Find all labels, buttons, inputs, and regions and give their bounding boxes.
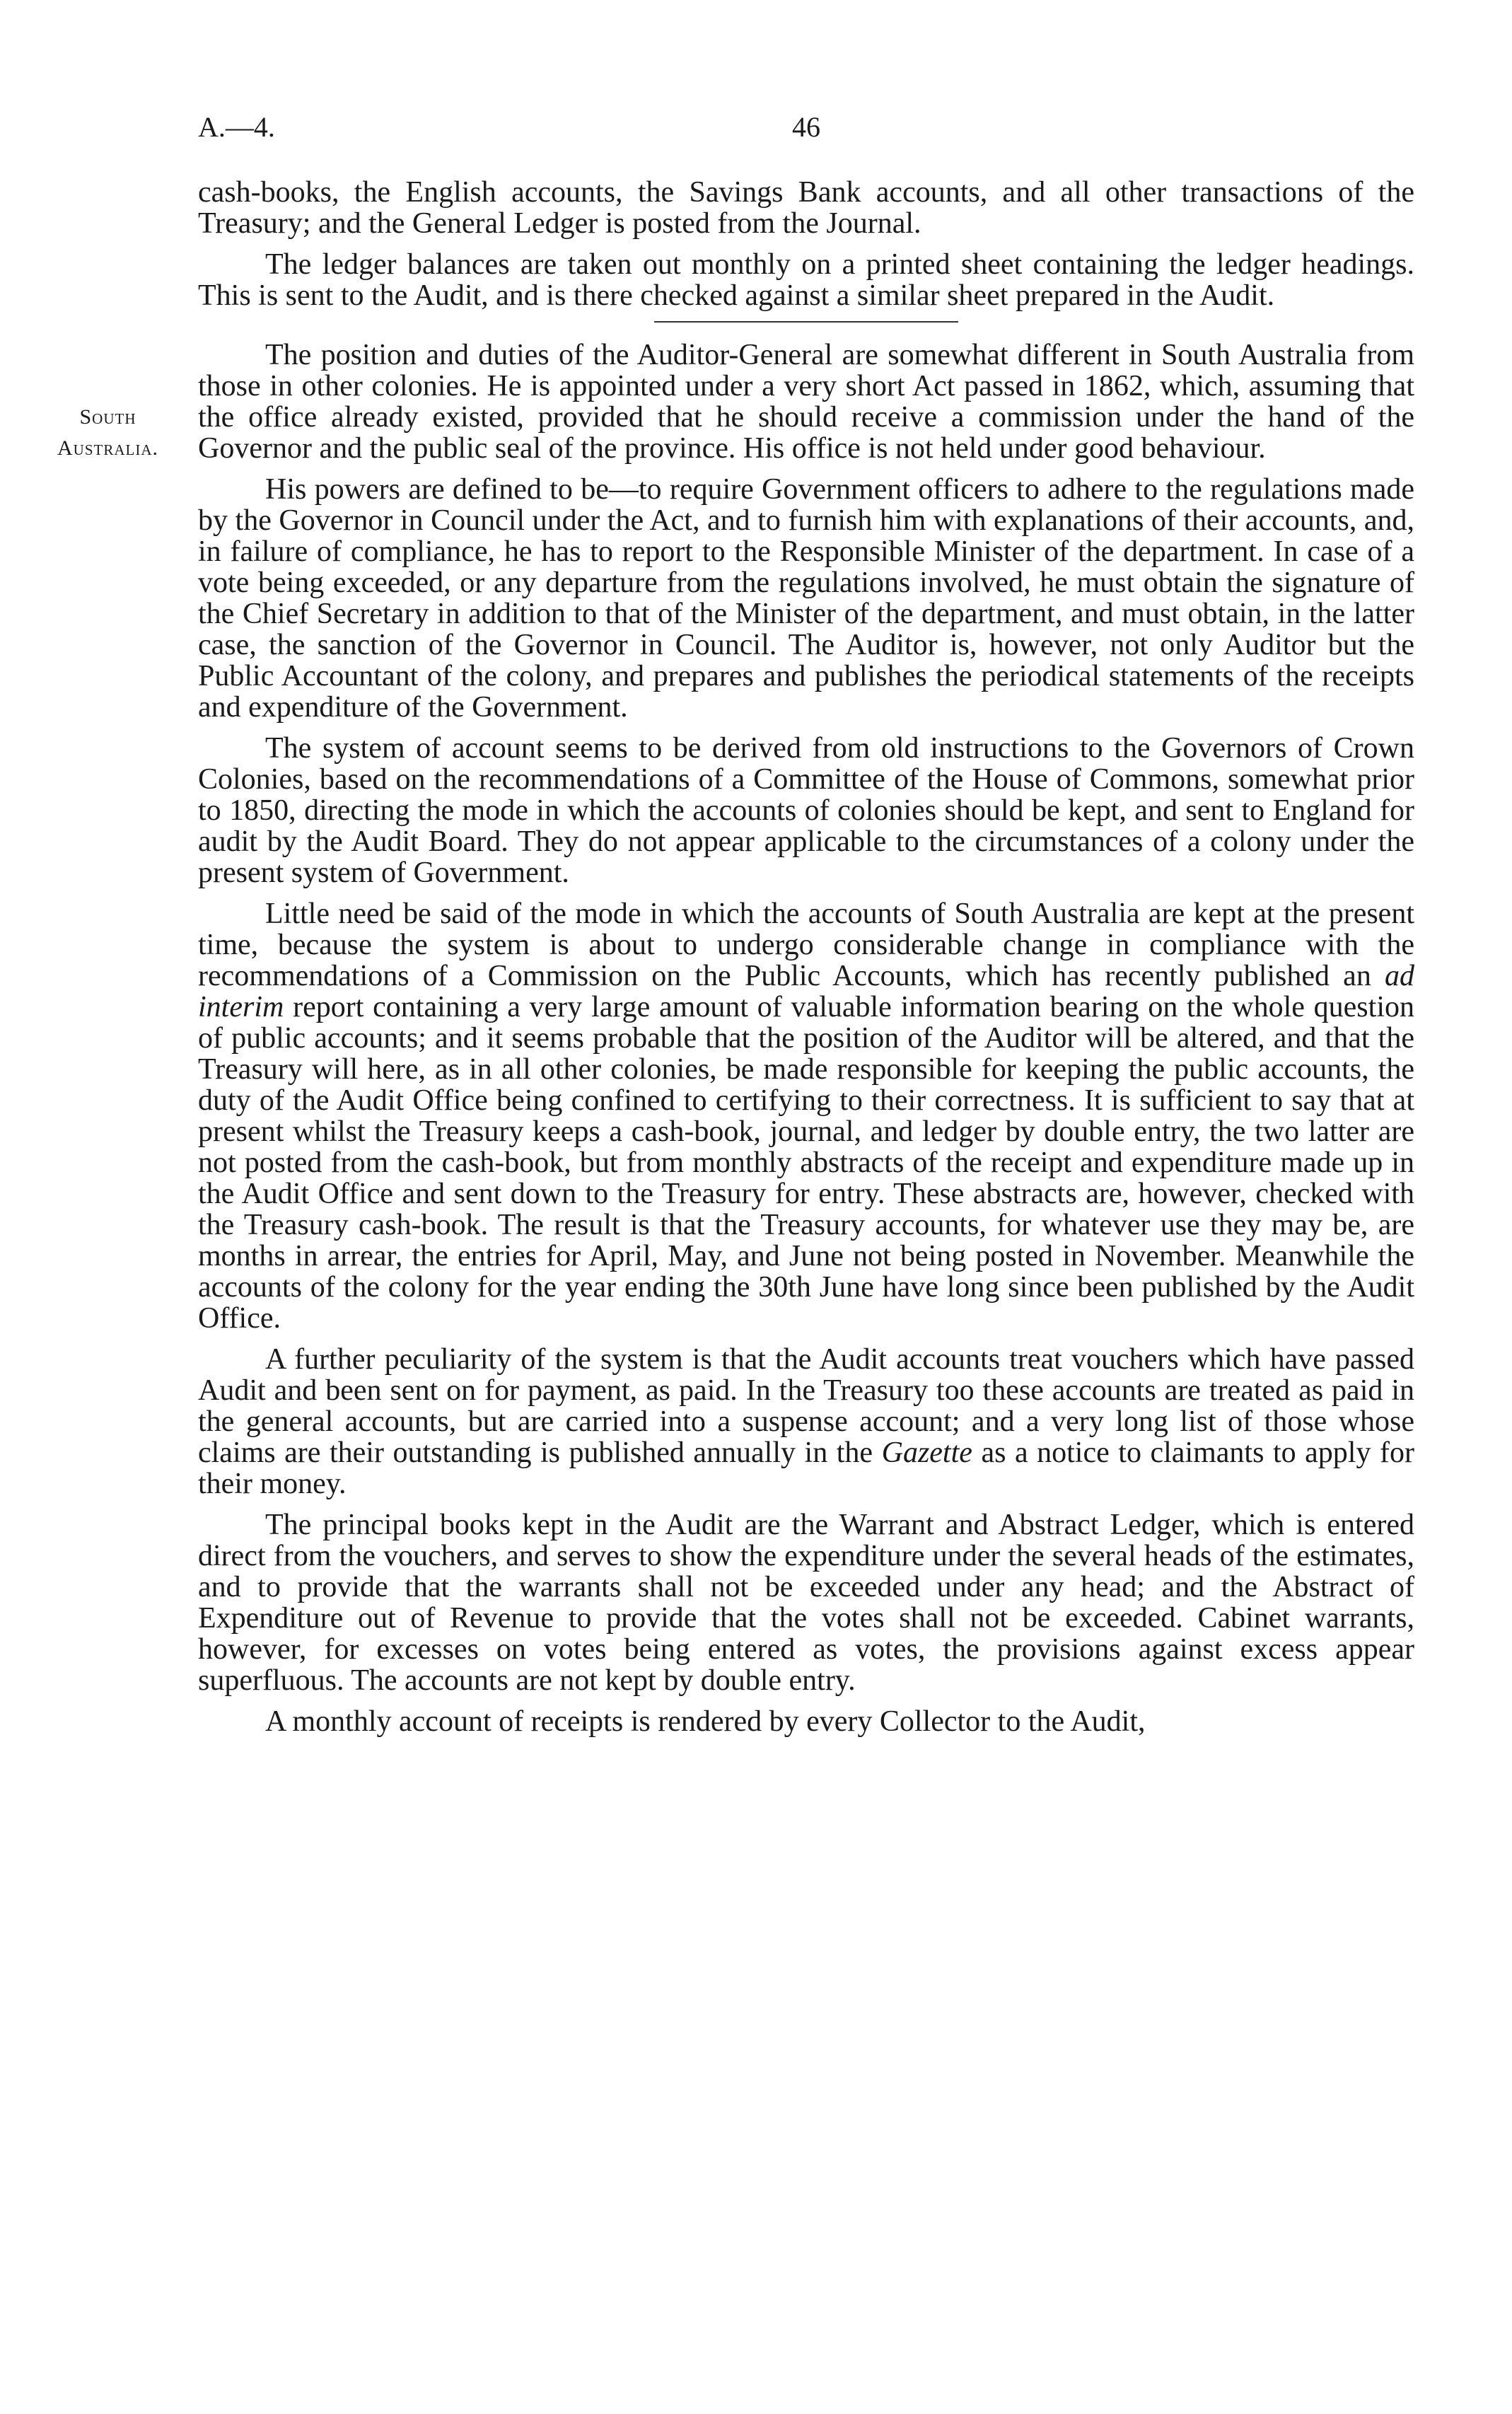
paragraph-text: A further peculiarity of the system is that the Audit accounts treat vouchers which have passed Audit and been sent on for payment, as paid. In the Treasury too these accounts are treated as paid in the general accounts, but are carried into a suspense account; and a very long list of those whose claims are their outstanding is published annually in the	[198, 1343, 1414, 1469]
paragraph: cash-books, the English accounts, the Savings Bank accounts, and all other transactions of the Treasury; and the General Ledger is posted from the Journal.	[198, 176, 1414, 240]
margin-note-line: Australia.	[57, 436, 158, 460]
margin-note	[28, 402, 187, 464]
paragraph	[198, 898, 1414, 1334]
document-reference: A.—4.	[198, 111, 275, 143]
paragraph-text: as a notice to claimants to apply for their money.	[198, 1437, 1414, 1500]
paragraph: The position and duties of the Auditor-General are somewhat different in South Australia from those in other colonies. He is appointed under a very short Act passed in 1862, which, assuming that the office already existed, provided that he should receive a commission under the hand of the Governor and the public seal of the province. His office is not held under good behaviour.	[198, 339, 1414, 465]
paragraph: The system of account seems to be derived from old instructions to the Governors of Crown Colonies, based on the recommendations of a Committee of the House of Commons, somewhat prior to 1850, directing the mode in which the accounts of colonies should be kept, and sent to England for audit by the Audit Board. They do not appear applicable to the circumstances of a colony under the present system of Government.	[198, 732, 1414, 889]
body-text	[198, 177, 1414, 1747]
paragraph-text: Little need be said of the mode in which the accounts of South Australia are kept at the present time, because the system is about to undergo considerable change in compliance with the recommendations of a Commission on the Public Accounts, which has recently published an	[198, 898, 1414, 992]
paragraph	[198, 1344, 1414, 1499]
margin-note-line: South	[79, 405, 136, 429]
section-divider	[654, 321, 958, 323]
paragraph: A monthly account of receipts is rendered by every Collector to the Audit,	[265, 1705, 1146, 1738]
paragraph: The ledger balances are taken out monthly on a printed sheet containing the ledger headings. This is sent to the Audit, and is there checked against a similar sheet prepared in the Audit.	[198, 248, 1414, 312]
italic-term: Gazette	[881, 1437, 972, 1469]
italic-term: ad interim	[198, 960, 1414, 1023]
paragraph-text: report containing a very large amount of valuable information bearing on the whole question of public accounts; and it seems probable that the position of the Auditor will be altered, and that the Treasury will here, as in all other colonies, be made responsible for keeping the public accounts, the duty of the Audit Office being confined to certifying to their correctness. It is sufficient to say that at present whilst the Treasury keeps a cash-book, journal, and ledger by double entry, the two latter are not posted from the cash-book, but from monthly abstracts of the receipt and expenditure made up in the Audit Office and sent down to the Treasury for entry. These abstracts are, however, checked with the Treasury cash-book. The result is that the Treasury accounts, for whatever use they may be, are months in arrear, the entries for April, May, and June not being posted in November. Meanwhile the accounts of the colony for the year ending the 30th June have long since been published by the Audit Office.	[198, 991, 1414, 1335]
running-head	[198, 106, 1414, 149]
page-number: 46	[792, 111, 820, 143]
paragraph: The principal books kept in the Audit are the Warrant and Abstract Ledger, which is entered direct from the vouchers, and serves to show the expenditure under the several heads of the estimates, and to provide that the warrants shall not be exceeded under any head; and the Abstract of Expenditure out of Revenue to provide that the votes shall not be exceeded. Cabinet warrants, however, for excesses on votes being entered as votes, the provisions against excess appear superfluous. The accounts are not kept by double entry.	[198, 1509, 1414, 1697]
paragraph: His powers are defined to be—to require Government officers to adhere to the regulations made by the Governor in Council under the Act, and to furnish him with explanations of their accounts, and, in failure of compliance, he has to report to the Responsible Minister of the department. In case of a vote being exceeded, or any departure from the regulations involved, he must obtain the signature of the Chief Secretary in addition to that of the Minister of the department, and must obtain, in the latter case, the sanction of the Governor in Council. The Auditor is, however, not only Auditor but the Public Accountant of the colony, and prepares and publishes the periodical statements of the receipts and expenditure of the Government.	[198, 473, 1414, 724]
